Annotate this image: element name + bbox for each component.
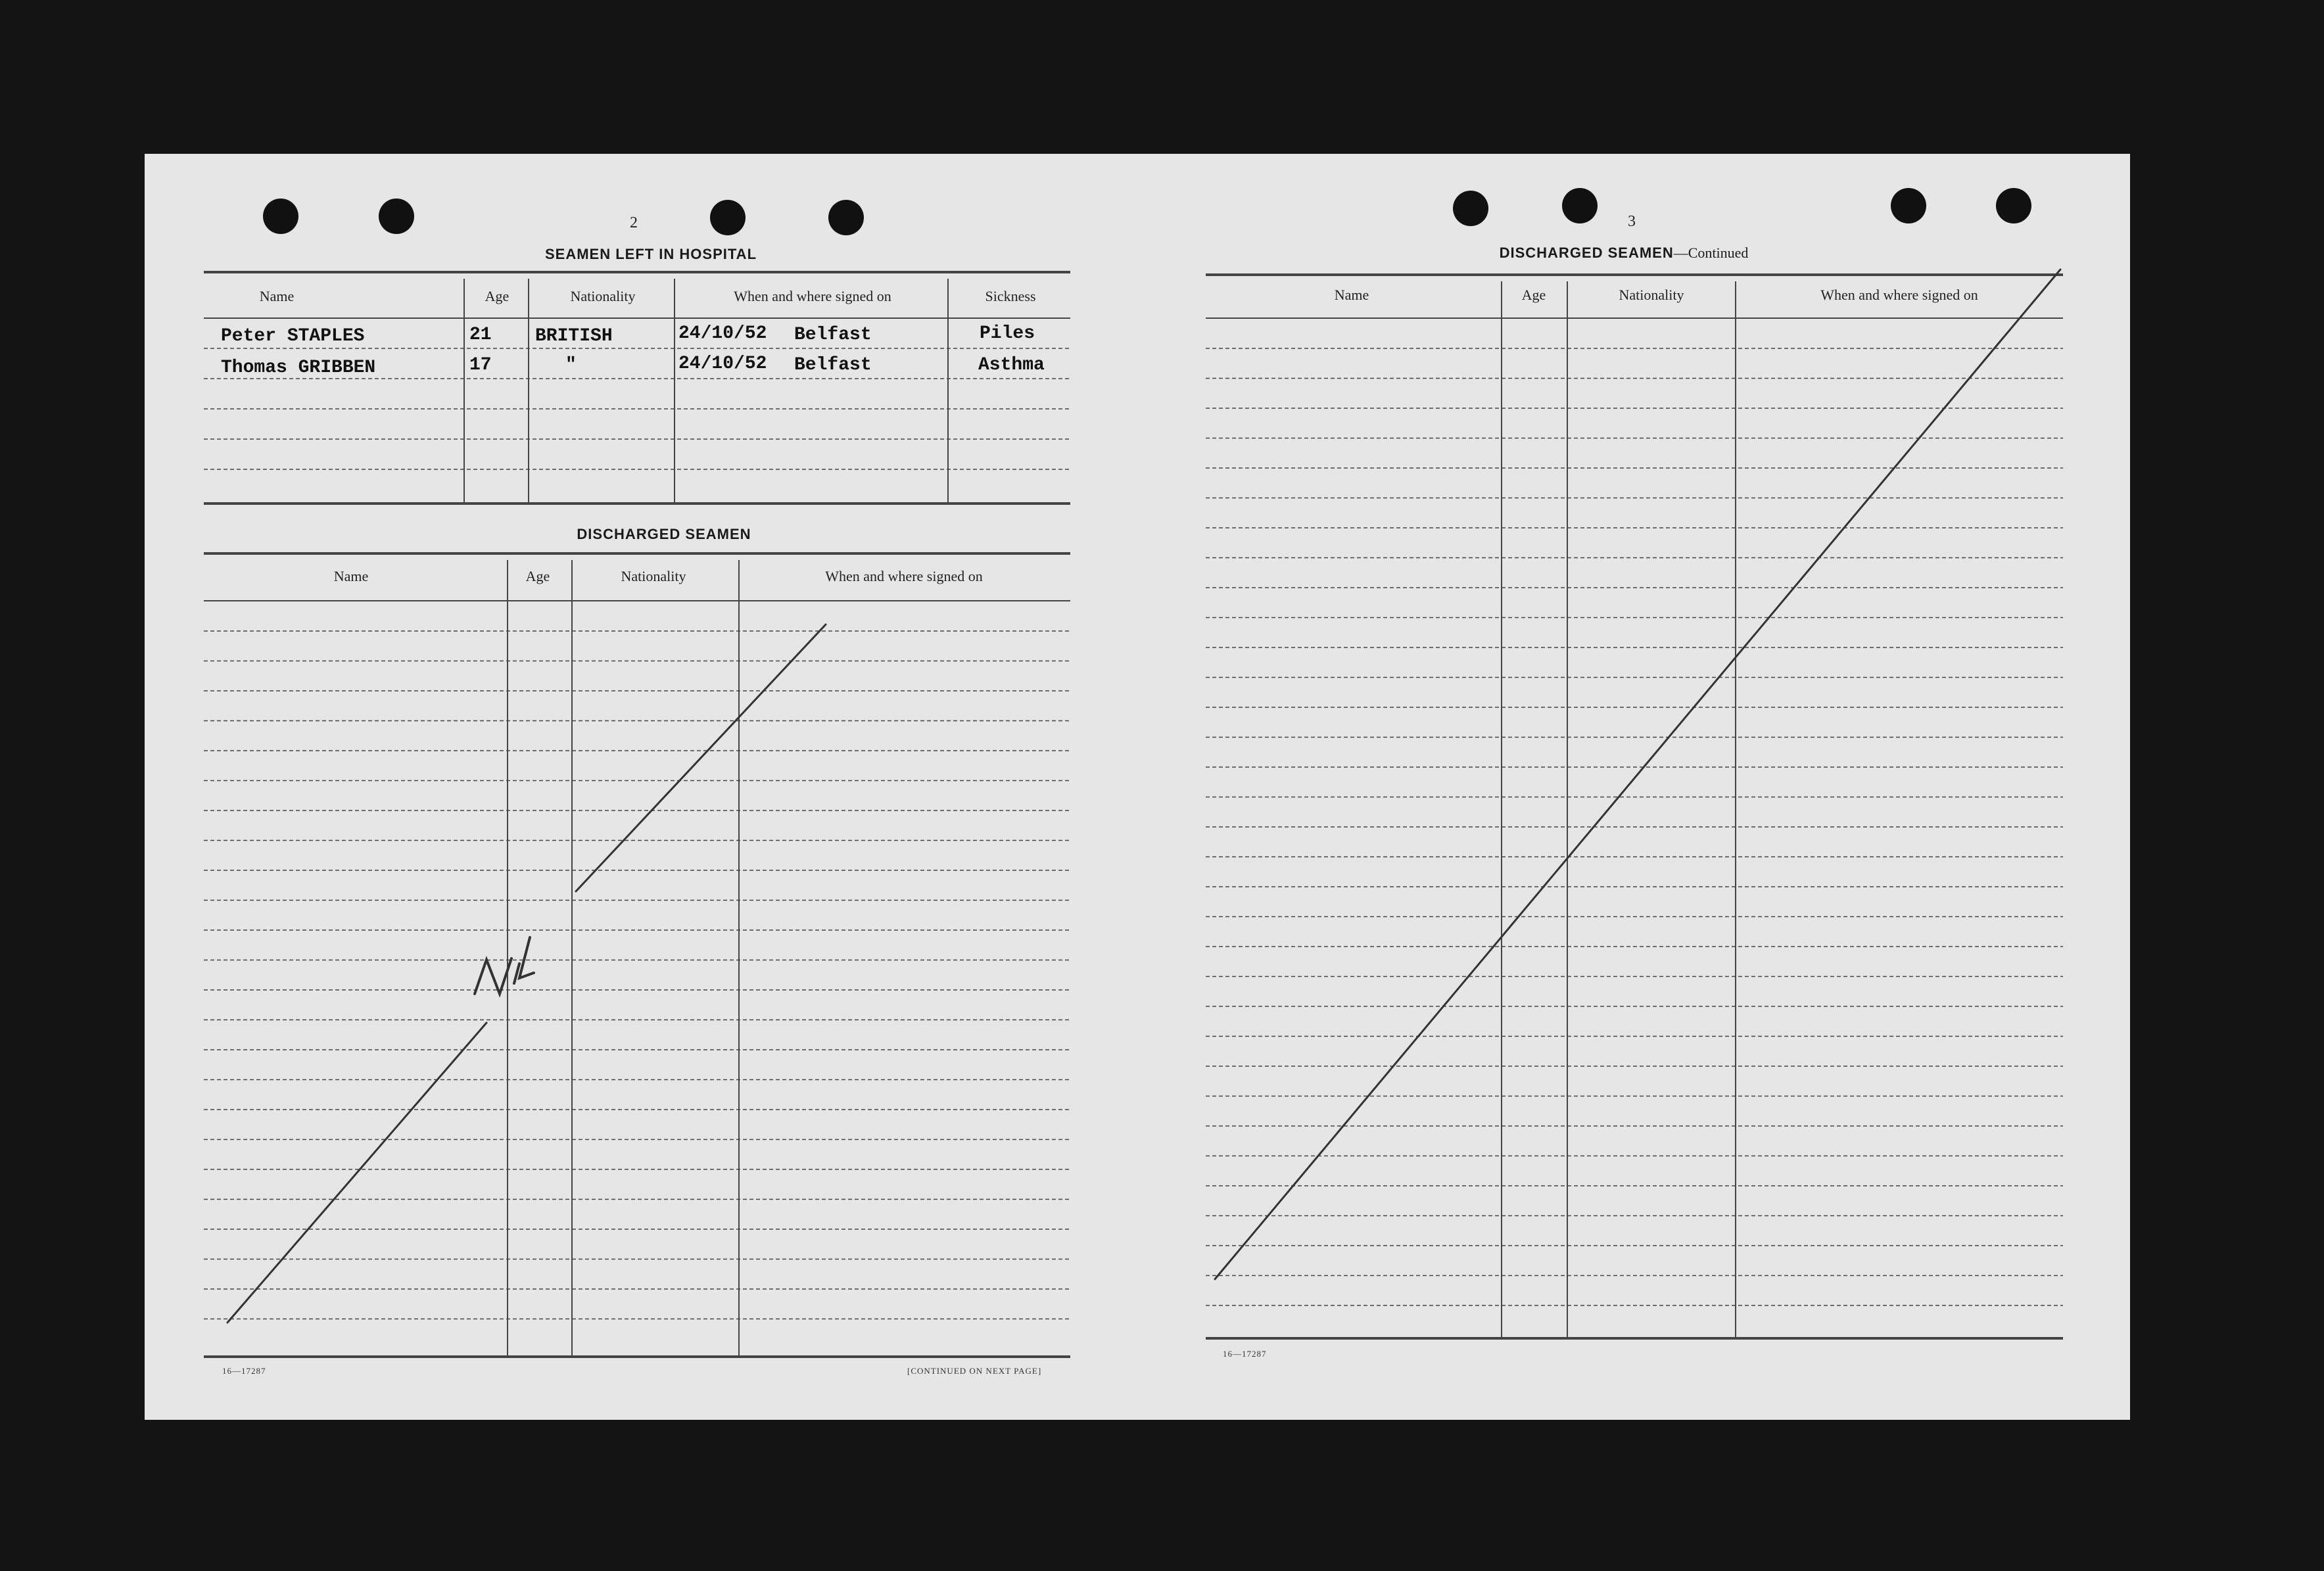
continued-col-signed-on: When and where signed on — [1820, 287, 1978, 303]
hospital-row-2-sickness: Asthma — [978, 355, 1045, 375]
pen-cancel-stroke — [1215, 270, 2060, 1279]
hospital-row-1-name: Peter STAPLES — [221, 326, 365, 346]
discharged-continued-suffix: —Continued — [1673, 245, 1749, 261]
hospital-row-2-place: Belfast — [794, 355, 872, 375]
discharged-col-nationality: Nationality — [621, 568, 686, 584]
continued-note: [CONTINUED ON NEXT PAGE] — [907, 1366, 1042, 1376]
discharged-section-title: DISCHARGED SEAMEN — [577, 526, 751, 542]
discharged-col-name: Name — [333, 568, 369, 584]
hospital-col-sickness: Sickness — [985, 288, 1036, 304]
continued-col-age: Age — [1521, 287, 1546, 303]
hospital-col-signed-on: When and where signed on — [734, 288, 891, 304]
hospital-col-nationality: Nationality — [570, 288, 636, 304]
page-number-right: 3 — [1628, 213, 1636, 230]
hospital-row-1-place: Belfast — [794, 325, 872, 345]
discharged-col-signed-on: When and where signed on — [825, 568, 983, 584]
form-number-right: 16—17287 — [1223, 1349, 1267, 1359]
hospital-row-1-age: 21 — [469, 325, 492, 345]
hospital-row-1-sickness: Piles — [980, 323, 1035, 344]
discharged-continued-title-main: DISCHARGED SEAMEN — [1499, 245, 1674, 261]
pen-cancel-stroke — [227, 1023, 486, 1323]
form-number-left: 16—17287 — [222, 1366, 266, 1376]
discharged-col-age: Age — [525, 568, 550, 584]
hospital-row-2-age: 17 — [469, 355, 492, 375]
hospital-row-2-name: Thomas GRIBBEN — [221, 358, 376, 378]
hospital-row-1-nationality: BRITISH — [535, 326, 613, 346]
hospital-col-name: Name — [259, 288, 295, 304]
hospital-row-1-date: 24/10/52 — [678, 323, 767, 344]
page-number-left: 2 — [630, 214, 638, 231]
hospital-col-age: Age — [485, 288, 510, 304]
handwritten-nil — [475, 937, 534, 994]
hospital-row-2-date: 24/10/52 — [678, 354, 767, 374]
continued-col-name: Name — [1334, 287, 1369, 303]
hospital-section-title: SEAMEN LEFT IN HOSPITAL — [544, 246, 757, 262]
pen-cancel-stroke — [576, 624, 826, 891]
continued-col-nationality: Nationality — [1619, 287, 1684, 303]
hospital-row-2-nationality: " — [565, 355, 577, 375]
